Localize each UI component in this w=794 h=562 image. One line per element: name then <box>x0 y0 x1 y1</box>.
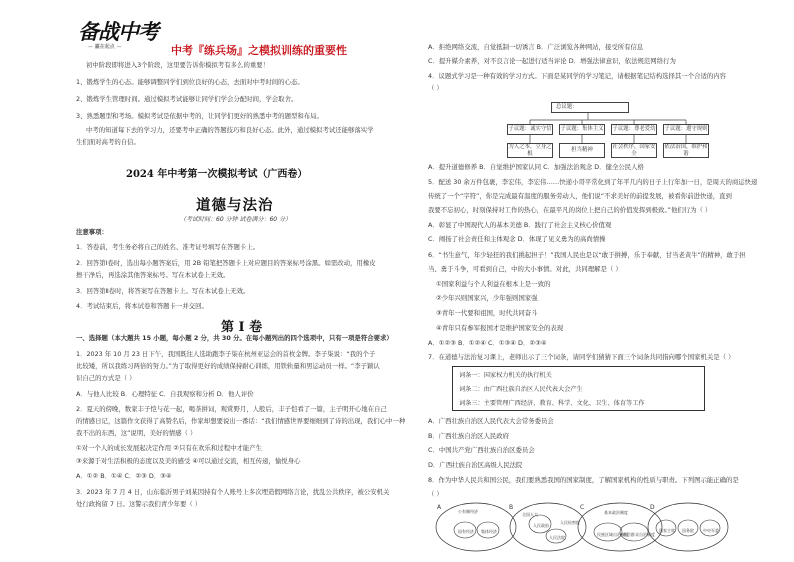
question-line: 8．作为中华人民共和国公民，我们要熟悉我国的国家制度，了解国家机构的性质与职责。下列图示能正确的是 <box>428 476 739 484</box>
question-line: 5．配送 30 余万件包裹，李宏伟，李宏伟……快递小哥平常化到了年平几内的日子上行年加一日，是周天的商运快递 <box>428 178 758 186</box>
question-line: 我要不忘初心，时刻保持对工作的热心，在最平凡的岗位上把自己的价值发挥到极致。”他们行为（ ） <box>428 206 712 214</box>
question-line: （ ） <box>428 84 443 92</box>
question-line: ①对一个人的成长发展起决定作用 ②只有在欢乐和过程中才能产生 <box>76 444 263 452</box>
logo-subtext: — 赢在起点 — <box>88 44 122 50</box>
word-entry: 词条一：国家权力机关的执行机关 <box>459 372 552 379</box>
diagram-item: 集体经济 <box>481 529 497 534</box>
diagram-label: D <box>650 504 655 511</box>
exam-meta: （考试时间：60 分钟 试卷满分：60 分） <box>180 216 291 223</box>
diagram-item: 基层群众自治制度 <box>623 532 655 537</box>
notice-title: 注意事项： <box>76 228 108 236</box>
diagram-item: 全国人大 <box>522 512 538 517</box>
intro-line: 3、熟悉题型和考场。模拟考试是依据中考的，让同学们更好的熟悉中考的题型和布局。 <box>76 112 323 120</box>
question-options: D．广西壮族自治区高级人民法院 <box>428 461 523 469</box>
word-entry: 词条二：由广西壮族自治区人民代表大会产生 <box>459 386 583 393</box>
diagram-item: 国有经济 <box>458 529 474 534</box>
question-line: 3．2023 年 7 月 4 日，山东临沂男子刘某因持有个人账号上多次埋造假网络言论，扰乱公共秩序，被公安机关 <box>76 488 390 496</box>
section-intro: 一、选择题（本大题共 15 小题，每小题 2 分，共 30 分。在每小题列出的四个选项中，只有一项是符合要求） <box>76 334 393 342</box>
question-line: 我不出的东西，这”说明，美好的情感（ ） <box>76 429 197 437</box>
statement-line: ③青年一代要和祖国，时代共同奋斗 <box>436 309 538 317</box>
diagram-item: 中央军委 <box>703 528 719 533</box>
notice-line: 2．回答第Ⅰ卷时，选出每小题答案后，用 2B 铅笔把答题卡上对应题目的答案标号涂黑。如需改动，用橡皮 <box>76 259 376 267</box>
question-options: C．提升媒介素养，对不良言论一起进行适当评论 D．增强法律意识，依法规范网络行为 <box>428 57 676 65</box>
question-line: 4．议题式学习是一种有效的学习方式。下面是某同学的学习笔记，请根据笔记结构选择其一个合适的内容 <box>428 72 727 80</box>
notice-line: 3．回答第Ⅱ卷时，将答案写在答题卡上。写在本试卷上无效。 <box>76 287 250 295</box>
question-line: 处行政拘留 7 日。这警示我们青少年要（ ） <box>76 500 202 508</box>
notice-line: 擦干净后，再选涂其他答案标号。写在本试卷上无效。 <box>76 271 230 279</box>
question-options: C．阐扬了社会责任和主体观念 D．体现了见义勇为的高尚情操 <box>428 235 606 243</box>
mindmap-subtopic: 子议题：遵守规则 <box>663 124 709 135</box>
mindmap-leaf: 为人之本，立身之根 <box>508 143 552 157</box>
mindmap-root: 总议题： <box>551 102 629 113</box>
notice-line: 4．考试结束后，将本试卷和答题卡一并交回。 <box>76 302 208 310</box>
intro-line: 2、锻炼学生管理时间。通过模拟考试能够让同学们学会分配时间，学会取舍。 <box>76 95 298 103</box>
diagram-item: 人民检察院 <box>560 520 580 525</box>
question-options: A．与他人比较 B．心理特征 C．自我观察和分析 D．他人评价 <box>76 390 254 398</box>
statement-line: ①国家利益与个人利益在根本上是一致的 <box>436 280 551 288</box>
question-line: 当、勇于斗争，可看到自己，中的大小事情。对此，共同理解是（ ） <box>428 265 622 273</box>
diagram-item: 人民法院 <box>549 535 565 540</box>
question-line: 6．“书生意气，年少轻狂的我们挑起担子！”我国人民也是以“敢于拼搏，乐于奉献，甘当老黄牛”的精神，敢于担 <box>428 251 746 259</box>
intro-line: 1、锻炼学生的心态。能够调整同学们到位良好的心态，去面对中考时间的心态。 <box>76 78 304 86</box>
logo-text: 备战中考 <box>78 19 158 44</box>
mindmap-subtopic: 子议题：诚实守信 <box>507 124 553 135</box>
diagram-item: 国务院 <box>682 528 694 533</box>
intro-line: 生们面对高考的自信。 <box>76 138 140 146</box>
question-line: 传统了一个“字符”，你是完成最有温度的服务劳动人，他们说“不求美好的前提发展，被看你前进快递，直到 <box>428 192 732 200</box>
diagram-item: 公有制经济 <box>458 509 478 514</box>
question-options: A．①②③ B．①②④ C．①③④ D．②③④ <box>428 339 547 347</box>
diagram-label: B <box>509 504 514 511</box>
word-entry: 词条三：主要管理广西经济、教育、科学、文化、卫生、体育等工作 <box>459 400 645 407</box>
question-options: A．提升道德修养 B．自觉维护国家认同 C．加强法治观念 D．健全公民人格 <box>428 163 644 171</box>
question-line: （ ） <box>428 490 443 498</box>
statement-line: ④青年只有参军报国才是维护国家安全的表现 <box>436 324 564 332</box>
question-options: A．彰显了中国现代人的基本美德 B．践行了社会主义核心价值观 <box>428 221 612 229</box>
statement-line: ②少年兴则国家兴，少年强则国家强 <box>436 294 538 302</box>
diagram-item: 人民政府 <box>533 523 549 528</box>
question-line: 的情感日记，这篇作文获得了高赞名后，作家却想要说出一番话：“我们情感世界要细细到了诗的出现，我们心中一种 <box>76 417 406 425</box>
intro-line: 初中阶段即将进入3个阶段，这里要告诉你模拟考有多么的重要！ <box>86 61 270 69</box>
intro-line: 中考的知道每下去的学习力，还要考中正确的答题技巧和良好心态。此外，通过模拟考试还能够落实学 <box>86 126 374 134</box>
mindmap-subtopic: 子议题：尊老爱幼 <box>611 124 657 135</box>
diagram-item: 基本政治制度 <box>604 510 628 515</box>
question-options: A．广西壮族自治区人民代表大会常务委员会 <box>428 417 554 425</box>
mindmap-leaf: 担当精神 <box>559 143 605 158</box>
question-options: A．拒绝网络交流，自觉抵制一切诱言 B．广泛浏览各种网站，接受所有信息 <box>428 43 644 51</box>
subject-title: 道德与法治 <box>196 197 274 214</box>
notice-line: 1．答卷前，考生务必将自己的姓名、准考证号填写在答题卡上。 <box>76 243 260 251</box>
diagram-item: 民族区域自治制度 <box>597 532 629 537</box>
question-options: B．广西壮族自治区人民政府 <box>428 432 510 440</box>
question-options: A．①② B．①④ C．②③ D．③④ <box>76 472 172 480</box>
diagram-item: 国家主席 <box>659 528 675 533</box>
mindmap-leaf: 依法治国，维护和谐 <box>664 143 708 157</box>
question-line: ③来源于对生活积极的态度以及美的感受 ④可以通过交流，相互传递，愉悦身心 <box>76 457 301 465</box>
exam-title: 2024 年中考第一次模拟考试（广西卷） <box>126 169 308 180</box>
diagram-label: A <box>437 504 442 511</box>
question-line: 比较矮，所以我练习两倍的努力。”为了取得更好的成绩保持耐心训练，用铁轨量和男运动员一样。“李子颖认 <box>76 362 380 370</box>
question-line: 1．2023 年 10 月 23 日下午，我国既往人选助跑李子柒在杭州亚运会的首枚金牌。李子柒说：“我的个子 <box>76 350 376 358</box>
question-line: 识自己的方式是（ ） <box>76 374 136 382</box>
section-title: 第 Ⅰ 卷 <box>221 320 263 335</box>
mindmap-leaf: 社会秩序，国家安全 <box>612 143 656 157</box>
question-line: 7．在道德与法治复习课上，老师出示了三个词条，请同学们猜猜下面三个词条共同指向哪个国家机关是（ ） <box>428 353 735 361</box>
diagram-label: C <box>580 504 585 511</box>
question-line: 2．夏天的傍晚，数家丰子恺与花一起，喝茶拼词，观赏野月，人般后，丰子恺看了一篇，主子明开心地在自己 <box>76 405 387 413</box>
question-options: C．中国共产党广西壮族自治区委员会 <box>428 446 535 454</box>
promo-heading: 中考『练兵场』之模拟训练的重要性 <box>171 44 347 57</box>
mindmap-subtopic: 子议题：集体主义 <box>559 124 605 135</box>
